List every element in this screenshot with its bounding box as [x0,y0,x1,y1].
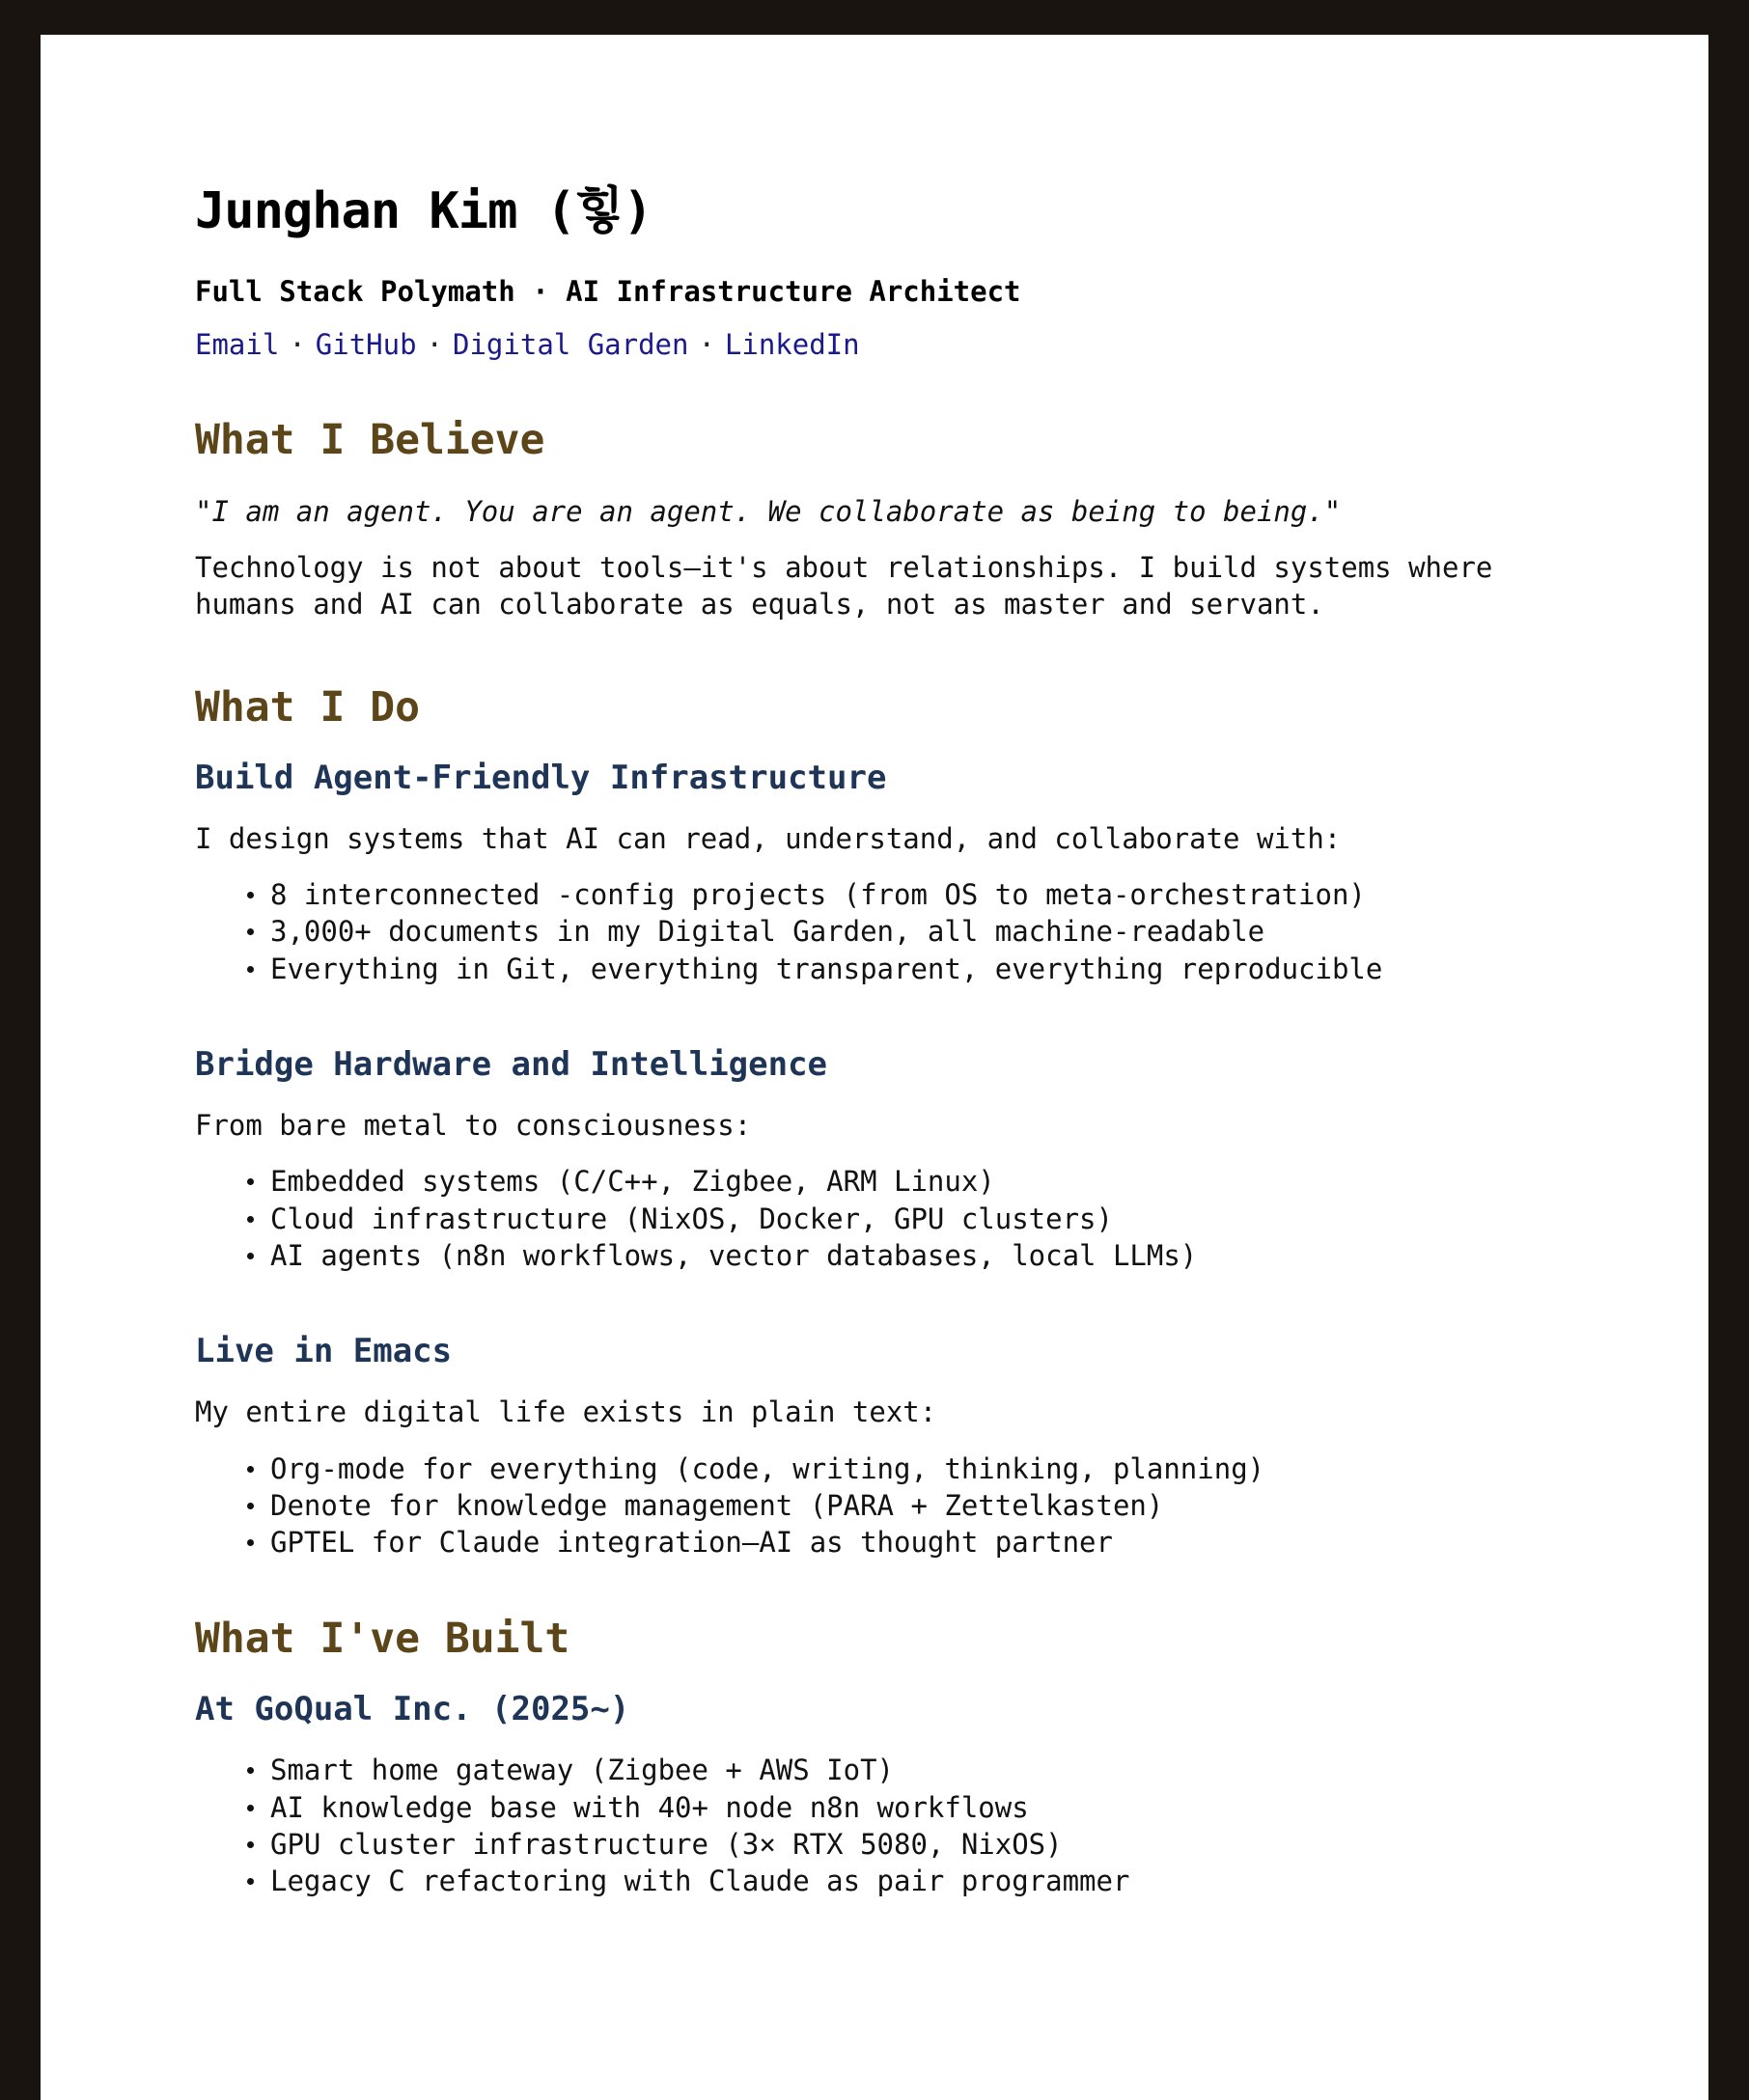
document-page [41,35,1708,2100]
bullet-list [195,1451,1604,1561]
email-link[interactable]: Email [195,328,280,362]
subsection-intro: From bare metal to consciousness: [195,1108,752,1142]
list-item: Legacy C refactoring with Claude as pair programmer [270,1863,1604,1899]
subsection-heading-emacs: Live in Emacs [195,1332,453,1371]
list-item: GPU cluster infrastructure (3× RTX 5080, NixOS) [270,1826,1604,1863]
subsection-intro: My entire digital life exists in plain text: [195,1395,937,1429]
list-item: Cloud infrastructure (NixOS, Docker, GPU clusters) [270,1201,1604,1237]
link-separator: · [426,328,444,362]
digital-garden-link[interactable]: Digital Garden [453,328,689,362]
link-separator: · [289,328,306,362]
list-item: GPTEL for Claude integration—AI as thought partner [270,1524,1604,1561]
subsection-heading-goqual: At GoQual Inc. (2025~) [195,1690,630,1729]
bullet-list [195,876,1604,987]
document-content [195,180,1604,1899]
section-heading-believe: What I Believe [195,415,545,464]
belief-body: Technology is not about tools—it's about relationships. I build systems where humans and AI can collaborate as equals, not as master and servant. [195,551,1493,622]
link-separator: · [698,328,715,362]
bullet-list [195,1163,1604,1274]
list-item: AI knowledge base with 40+ node n8n workflows [270,1789,1604,1826]
list-item: AI agents (n8n workflows, vector databases, local LLMs) [270,1237,1604,1274]
bullet-list [195,1752,1604,1899]
list-item: Org-mode for everything (code, writing, thinking, planning) [270,1451,1604,1487]
page-title: Junghan Kim (힣) [195,182,652,240]
github-link[interactable]: GitHub [315,328,417,362]
page-subtitle: Full Stack Polymath · AI Infrastructure Architect [195,274,1021,308]
section-heading-built: What I've Built [195,1615,570,1664]
belief-quote: "I am an agent. You are an agent. We collaborate as being to being." [195,494,1342,528]
list-item: Denote for knowledge management (PARA + Zettelkasten) [270,1487,1604,1524]
subsection-heading-infrastructure: Build Agent-Friendly Infrastructure [195,758,887,797]
list-item: Everything in Git, everything transparent, everything reproducible [270,951,1604,987]
subsection-intro: I design systems that AI can read, understand, and collaborate with: [195,821,1342,855]
list-item: 8 interconnected -config projects (from OS to meta-orchestration) [270,876,1604,913]
list-item: 3,000+ documents in my Digital Garden, all machine-readable [270,913,1604,950]
subsection-heading-hardware: Bridge Hardware and Intelligence [195,1044,828,1084]
contact-links [195,327,1604,364]
list-item: Smart home gateway (Zigbee + AWS IoT) [270,1752,1604,1788]
list-item: Embedded systems (C/C++, Zigbee, ARM Linux) [270,1163,1604,1200]
linkedin-link[interactable]: LinkedIn [724,328,860,362]
section-heading-do: What I Do [195,682,420,732]
